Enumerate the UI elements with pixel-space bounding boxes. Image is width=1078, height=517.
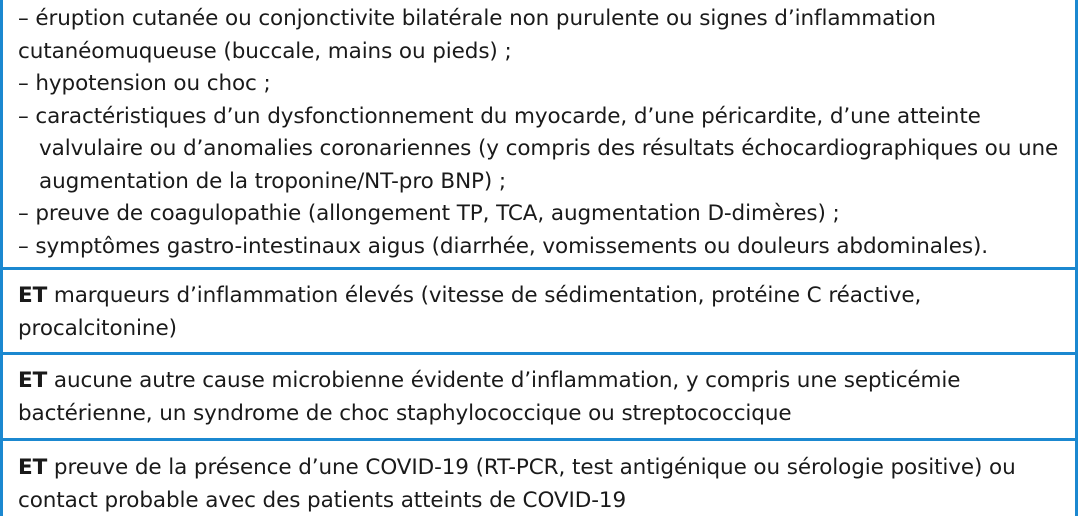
list-item: – preuve de coagulopathie (allongement TP, TCA, augmentation D-dimères) ; bbox=[18, 201, 840, 226]
et-keyword: ET bbox=[18, 368, 48, 393]
list-item: – caractéristiques d’un dysfonctionnement du myocarde, d’une péricardite, d’une atteinte valvulaire ou d’anomalies coronariennes (y compris des résultats échocardiographiques ou une augmentation de la troponine/NT-pro BNP) ; bbox=[18, 103, 1059, 194]
criteria-row-covid-evidence bbox=[3, 452, 1075, 516]
row-divider bbox=[3, 438, 1075, 441]
list-item: – éruption cutanée ou conjonctivite bilatérale non purulente ou signes d’inflammation cutanéomuqueuse (buccale, mains ou pieds) ; bbox=[18, 6, 936, 64]
et-keyword: ET bbox=[18, 455, 48, 480]
row-divider bbox=[3, 352, 1075, 355]
criteria-row-text: preuve de la présence d’une COVID-19 (RT-PCR, test antigénique ou sérologie positive) ou contact probable avec des patients atteints de COVID-19 bbox=[18, 455, 1016, 513]
row-divider bbox=[3, 267, 1075, 270]
list-item: – hypotension ou choc ; bbox=[18, 71, 271, 96]
et-keyword: ET bbox=[18, 283, 48, 308]
list-item: – symptômes gastro-intestinaux aigus (diarrhée, vomissements ou douleurs abdominales). bbox=[18, 233, 988, 259]
criteria-row-inflammation-markers bbox=[3, 280, 1075, 347]
criteria-row-text: aucune autre cause microbienne évidente d’inflammation, y compris une septicémie bactérienne, un syndrome de choc staphylococcique ou streptococcique bbox=[18, 368, 961, 426]
criteria-row-text: marqueurs d’inflammation élevés (vitesse de sédimentation, protéine C réactive, procalcitonine) bbox=[18, 283, 922, 341]
criteria-list-cell bbox=[3, 3, 1075, 268]
criteria-row-no-other-cause bbox=[3, 365, 1075, 433]
